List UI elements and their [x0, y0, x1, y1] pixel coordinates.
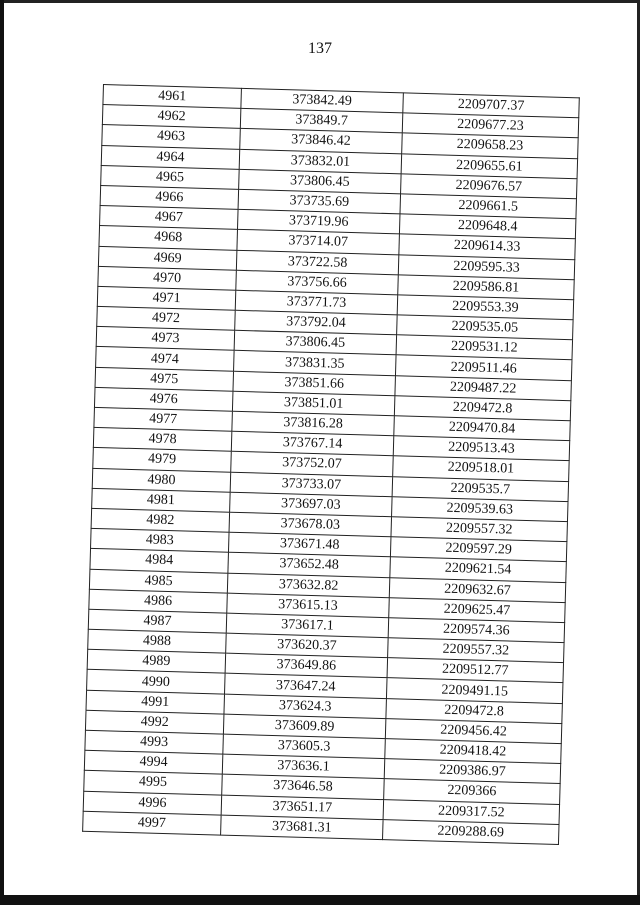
- x-coordinate-cell: 373851.66: [233, 371, 396, 396]
- scan-border-top: [0, 0, 640, 3]
- x-coordinate-cell: 373714.07: [237, 230, 400, 255]
- y-coordinate-cell: 2209288.69: [383, 819, 559, 844]
- scan-border-left: [0, 0, 4, 905]
- point-id-cell: 4994: [84, 750, 223, 774]
- y-coordinate-cell: 2209539.63: [392, 496, 568, 521]
- y-coordinate-cell: 2209625.47: [389, 597, 565, 622]
- x-coordinate-cell: 373647.24: [225, 674, 388, 699]
- point-id-cell: 4977: [94, 407, 233, 431]
- x-coordinate-cell: 373771.73: [235, 290, 398, 315]
- x-coordinate-cell: 373792.04: [235, 310, 398, 335]
- x-coordinate-cell: 373735.69: [238, 189, 401, 214]
- x-coordinate-cell: 373678.03: [229, 512, 392, 537]
- point-id-cell: 4971: [97, 286, 236, 310]
- point-id-cell: 4975: [95, 367, 234, 391]
- y-coordinate-cell: 2209472.8: [394, 396, 570, 421]
- point-id-cell: 4985: [89, 569, 228, 593]
- y-coordinate-cell: 2209317.52: [383, 799, 559, 824]
- x-coordinate-cell: 373733.07: [230, 472, 393, 497]
- point-id-cell: 4989: [87, 650, 226, 674]
- point-id-cell: 4988: [88, 629, 227, 653]
- x-coordinate-cell: 373831.35: [234, 351, 397, 376]
- point-id-cell: 4993: [85, 730, 224, 754]
- y-coordinate-cell: 2209655.61: [401, 153, 577, 178]
- point-id-cell: 4978: [93, 428, 232, 452]
- x-coordinate-cell: 373646.58: [222, 774, 385, 799]
- x-coordinate-cell: 373652.48: [228, 552, 391, 577]
- y-coordinate-cell: 2209511.46: [395, 355, 571, 380]
- point-id-cell: 4995: [84, 771, 223, 795]
- y-coordinate-cell: 2209661.5: [400, 194, 576, 219]
- y-coordinate-cell: 2209677.23: [402, 113, 578, 138]
- y-coordinate-cell: 2209513.43: [393, 436, 569, 461]
- x-coordinate-cell: 373752.07: [231, 452, 394, 477]
- y-coordinate-cell: 2209574.36: [388, 618, 564, 643]
- x-coordinate-cell: 373624.3: [224, 694, 387, 719]
- coordinates-table: [82, 84, 580, 845]
- y-coordinate-cell: 2209487.22: [395, 375, 571, 400]
- x-coordinate-cell: 373651.17: [221, 795, 384, 820]
- y-coordinate-cell: 2209512.77: [387, 658, 563, 683]
- x-coordinate-cell: 373649.86: [225, 653, 388, 678]
- x-coordinate-cell: 373636.1: [222, 754, 385, 779]
- x-coordinate-cell: 373842.49: [241, 88, 404, 113]
- point-id-cell: 4970: [98, 266, 237, 290]
- x-coordinate-cell: 373671.48: [228, 532, 391, 557]
- x-coordinate-cell: 373681.31: [221, 815, 384, 840]
- point-id-cell: 4997: [83, 811, 222, 835]
- coordinates-table-container: [82, 84, 579, 845]
- point-id-cell: 4976: [94, 387, 233, 411]
- point-id-cell: 4972: [97, 306, 236, 330]
- point-id-cell: 4996: [83, 791, 222, 815]
- point-id-cell: 4962: [102, 105, 241, 129]
- point-id-cell: 4969: [98, 246, 237, 270]
- point-id-cell: 4991: [86, 690, 225, 714]
- y-coordinate-cell: 2209470.84: [394, 416, 570, 441]
- point-id-cell: 4982: [91, 508, 230, 532]
- point-id-cell: 4984: [90, 549, 229, 573]
- x-coordinate-cell: 373609.89: [223, 714, 386, 739]
- y-coordinate-cell: 2209648.4: [399, 214, 575, 239]
- x-coordinate-cell: 373615.13: [227, 593, 390, 618]
- y-coordinate-cell: 2209707.37: [403, 93, 579, 118]
- point-id-cell: 4968: [99, 226, 238, 250]
- point-id-cell: 4980: [92, 468, 231, 492]
- scan-border-bottom: [0, 895, 640, 905]
- y-coordinate-cell: 2209557.32: [388, 638, 564, 663]
- x-coordinate-cell: 373620.37: [226, 633, 389, 658]
- point-id-cell: 4963: [102, 125, 241, 149]
- x-coordinate-cell: 373851.01: [232, 391, 395, 416]
- page-number: 137: [308, 40, 332, 57]
- point-id-cell: 4973: [96, 327, 235, 351]
- point-id-cell: 4965: [101, 165, 240, 189]
- x-coordinate-cell: 373719.96: [237, 209, 400, 234]
- point-id-cell: 4979: [93, 448, 232, 472]
- x-coordinate-cell: 373756.66: [236, 270, 399, 295]
- y-coordinate-cell: 2209557.32: [391, 517, 567, 542]
- point-id-cell: 4986: [89, 589, 228, 613]
- point-id-cell: 4966: [100, 185, 239, 209]
- point-id-cell: 4981: [92, 488, 231, 512]
- x-coordinate-cell: 373816.28: [232, 411, 395, 436]
- x-coordinate-cell: 373849.7: [240, 109, 403, 134]
- x-coordinate-cell: 373605.3: [223, 734, 386, 759]
- y-coordinate-cell: 2209658.23: [402, 133, 578, 158]
- y-coordinate-cell: 2209621.54: [390, 557, 566, 582]
- y-coordinate-cell: 2209535.05: [397, 315, 573, 340]
- y-coordinate-cell: 2209597.29: [390, 537, 566, 562]
- x-coordinate-cell: 373806.45: [239, 169, 402, 194]
- x-coordinate-cell: 373846.42: [240, 129, 403, 154]
- point-id-cell: 4990: [87, 670, 226, 694]
- y-coordinate-cell: 2209518.01: [393, 456, 569, 481]
- x-coordinate-cell: 373617.1: [226, 613, 389, 638]
- y-coordinate-cell: 2209586.81: [398, 275, 574, 300]
- x-coordinate-cell: 373832.01: [239, 149, 402, 174]
- point-id-cell: 4964: [101, 145, 240, 169]
- point-id-cell: 4987: [88, 609, 227, 633]
- y-coordinate-cell: 2209614.33: [399, 234, 575, 259]
- x-coordinate-cell: 373806.45: [234, 331, 397, 356]
- y-coordinate-cell: 2209472.8: [386, 698, 562, 723]
- x-coordinate-cell: 373767.14: [231, 431, 394, 456]
- y-coordinate-cell: 2209418.42: [385, 739, 561, 764]
- y-coordinate-cell: 2209531.12: [396, 335, 572, 360]
- y-coordinate-cell: 2209676.57: [401, 174, 577, 199]
- y-coordinate-cell: 2209366: [384, 779, 560, 804]
- y-coordinate-cell: 2209595.33: [398, 254, 574, 279]
- point-id-cell: 4961: [103, 85, 242, 109]
- point-id-cell: 4983: [91, 528, 230, 552]
- point-id-cell: 4992: [85, 710, 224, 734]
- point-id-cell: 4967: [100, 206, 239, 230]
- table-body: [83, 85, 580, 845]
- y-coordinate-cell: 2209491.15: [386, 678, 562, 703]
- x-coordinate-cell: 373722.58: [236, 250, 399, 275]
- y-coordinate-cell: 2209386.97: [384, 759, 560, 784]
- y-coordinate-cell: 2209535.7: [392, 476, 568, 501]
- y-coordinate-cell: 2209456.42: [385, 718, 561, 743]
- x-coordinate-cell: 373697.03: [230, 492, 393, 517]
- y-coordinate-cell: 2209632.67: [389, 577, 565, 602]
- x-coordinate-cell: 373632.82: [227, 573, 390, 598]
- point-id-cell: 4974: [96, 347, 235, 371]
- y-coordinate-cell: 2209553.39: [397, 295, 573, 320]
